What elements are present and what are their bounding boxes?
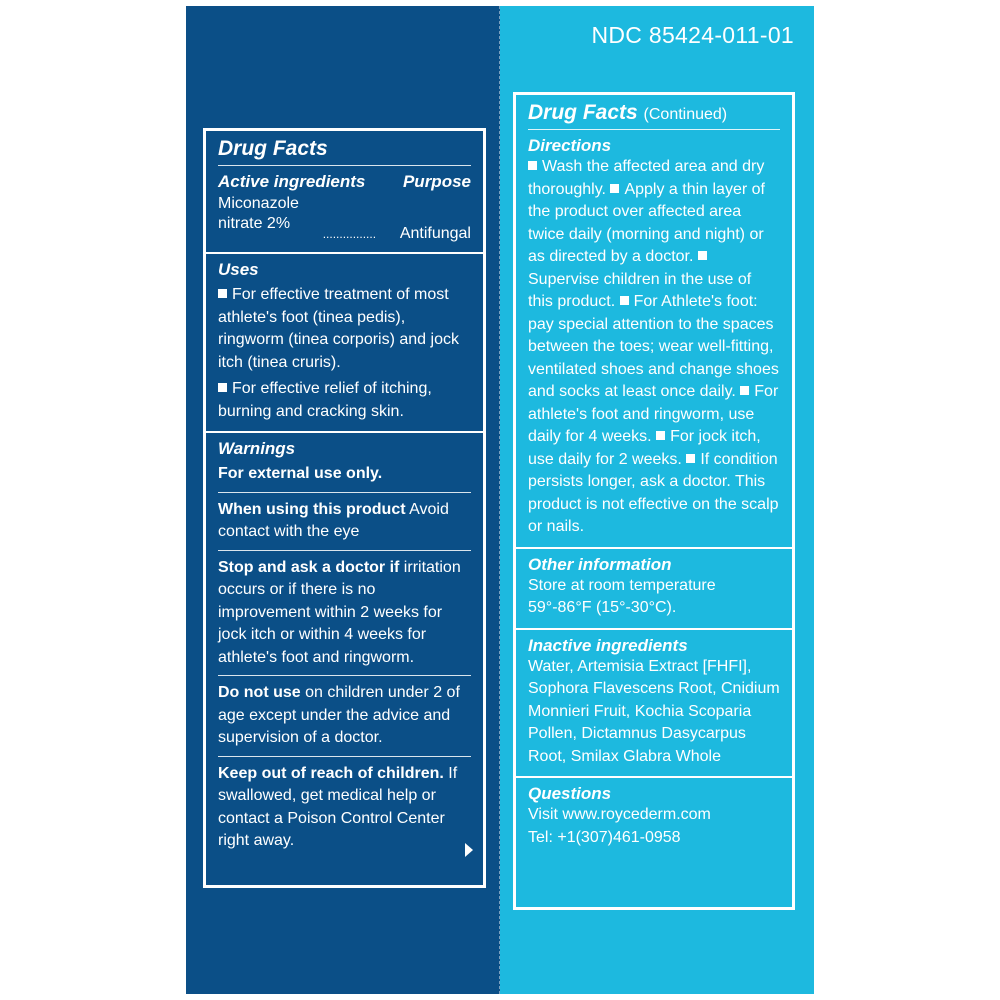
when-label: When using this product: [218, 500, 406, 518]
dir-6: For jock itch, use daily for 2 weeks.: [528, 428, 761, 468]
bullet-icon: [686, 454, 695, 463]
use-1-text: For effective treatment of most athlete's foot (tinea pedis), ringworm (tinea corporis) and jock itch (tinea cruris).: [218, 286, 459, 371]
bullet-icon: [528, 161, 537, 170]
visit-website: Visit www.roycederm.com: [528, 806, 711, 823]
directions-heading: Directions: [528, 136, 612, 155]
inactive-ingredients-section: [516, 630, 792, 779]
dir-3: Supervise children in the use of this product.: [528, 270, 752, 310]
when-using: [218, 492, 471, 544]
inactive-heading: Inactive ingredients: [528, 635, 688, 655]
ndc-number: NDC 85424-011-01: [591, 22, 794, 48]
active-header-row: [218, 172, 471, 192]
active-ingredients-heading: Active ingredients: [218, 172, 366, 191]
keep-label: Keep out of reach of children.: [218, 764, 444, 782]
stop-label: Stop and ask a doctor if: [218, 558, 400, 576]
use-item-2: [218, 378, 471, 423]
use-2-text: For effective relief of itching, burning and cracking skin.: [218, 380, 432, 420]
dir-1: Wash the affected area and dry thoroughly.: [528, 158, 765, 198]
dir-tail: This product is not effective on the scalp or nails.: [528, 473, 779, 535]
ingredient-row: [218, 194, 471, 242]
drug-facts-box-left: [203, 128, 486, 888]
keep-text: If swallowed, get medical help or contact a Poison Control Center right away.: [218, 764, 458, 849]
continue-arrow-icon: [465, 843, 473, 857]
donot-label: Do not use: [218, 684, 301, 701]
donot-text: on children under 2 of age except under the advice and supervision of a doctor.: [218, 684, 460, 746]
drug-facts-title: Drug Facts: [218, 137, 471, 166]
ingredient-name: [218, 194, 299, 234]
ingredient-line1: Miconazole: [218, 195, 299, 212]
when-text: Avoid contact with the eye: [218, 500, 449, 540]
bullet-icon: [218, 289, 227, 298]
do-not-use: [218, 675, 471, 750]
active-ingredients-section: [206, 131, 483, 254]
bullet-icon: [218, 383, 227, 392]
drug-facts-continued-title: [528, 101, 780, 130]
use-item-1: [218, 284, 471, 374]
directions-text: [528, 156, 780, 539]
bullet-icon: [620, 296, 629, 305]
telephone: Tel: +1(307)461-0958: [528, 828, 681, 846]
drug-facts-box-right: [513, 92, 795, 910]
bullet-icon: [740, 386, 749, 395]
other-text: Store at room temperature 59°-86°F (15°-30°C).: [528, 576, 716, 616]
keep-out-of-reach: [218, 756, 471, 853]
drug-facts-title-right: Drug Facts: [528, 101, 638, 124]
stop-ask-doctor: [218, 550, 471, 670]
stop-text: irritation occurs or if there is no improvement within 2 weeks for jock itch or within 4 weeks for athlete's foot and ringworm.: [218, 558, 461, 666]
continued-label: (Continued): [643, 106, 728, 123]
inactive-text: Water, Artemisia Extract [FHFI], Sophora Flavescens Root, Cnidium Monnieri Fruit, Kochia Scoparia Pollen, Dictamnus Dasycarpus Root, Smilax Glabra Whole: [528, 657, 780, 765]
fold-line: [499, 6, 500, 994]
questions-section: [516, 778, 792, 857]
purpose-heading: Purpose: [402, 172, 471, 191]
dir-5: For athlete's foot and ringworm, use daily for 4 weeks.: [528, 383, 779, 445]
warnings-section: [206, 433, 483, 871]
other-heading: Other information: [528, 554, 672, 574]
external-use: For external use only.: [218, 465, 383, 482]
purpose-value: Antifungal: [399, 225, 471, 242]
ingredient-line2: nitrate 2%: [218, 215, 291, 232]
directions-section: [516, 95, 792, 549]
bullet-icon: [610, 184, 619, 193]
other-information-section: [516, 549, 792, 630]
dir-2: Apply a thin layer of the product over affected area twice daily (morning and night) or as directed by a doctor.: [528, 180, 765, 265]
questions-heading: Questions: [528, 784, 612, 803]
leader-dots: ................: [322, 227, 377, 241]
dir-7: If condition persists longer, ask a doctor.: [528, 450, 778, 490]
warnings-heading: Warnings: [218, 439, 296, 458]
bullet-icon: [698, 251, 707, 260]
uses-section: [206, 254, 483, 433]
uses-heading: Uses: [218, 260, 259, 279]
bullet-icon: [656, 431, 665, 440]
dir-4: For Athlete's foot: pay special attention to the spaces between the toes; wear well-fitting, ventilated shoes and change shoes and socks at least once daily.: [528, 293, 779, 400]
